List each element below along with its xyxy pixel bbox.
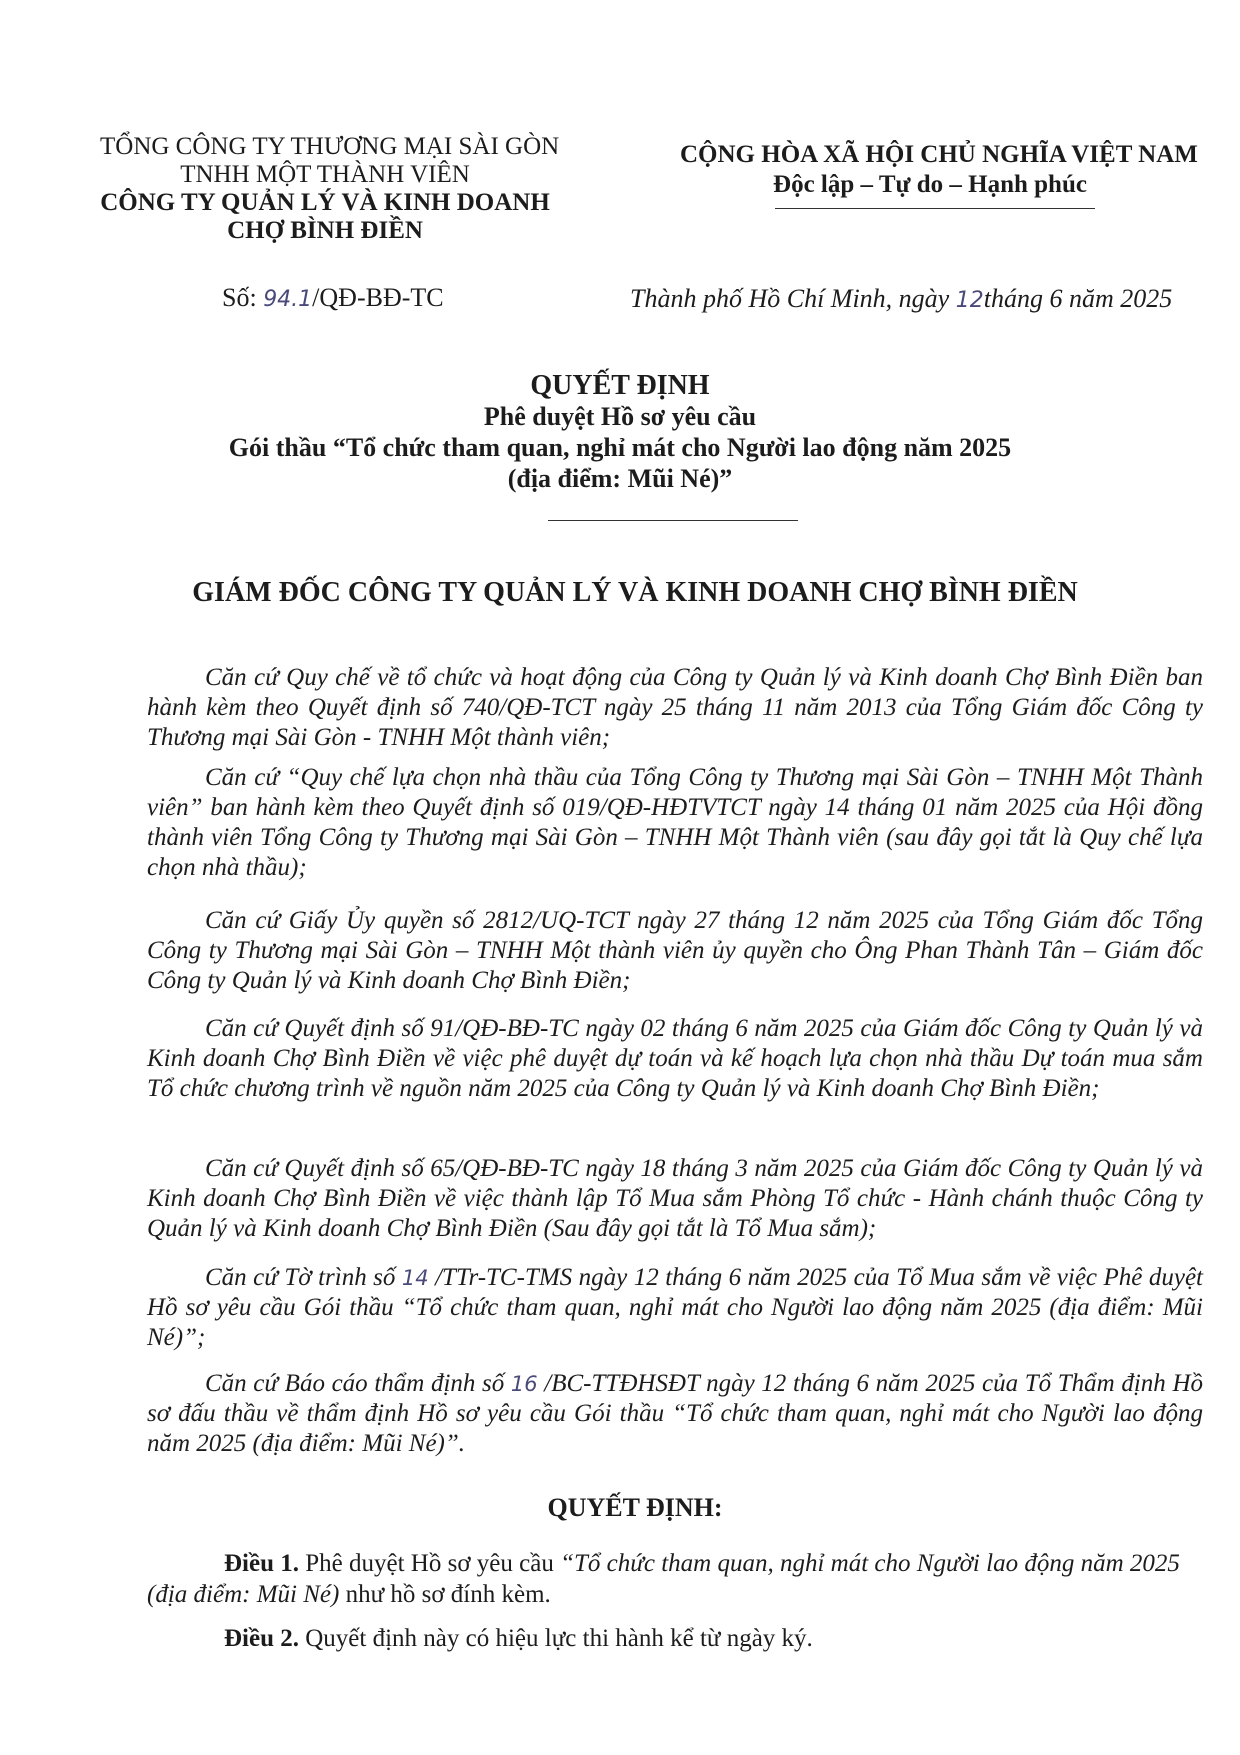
article-1-text: Phê duyệt Hồ sơ yêu cầu xyxy=(299,1550,561,1577)
title-line-2: Phê duyệt Hồ sơ yêu cầu xyxy=(483,402,757,431)
article-1-label: Điều 1. xyxy=(224,1550,299,1577)
nation-motto: Độc lập – Tự do – Hạnh phúc xyxy=(773,171,1087,198)
preamble-6-suffix: /TTr-TC-TMS ngày 12 tháng 6 năm 2025 của Tổ Mua sắm về việc Phê duyệt Hồ sơ yêu cầu Gói thầu “Tổ chức tham quan, nghỉ mát cho Người lao động năm 2025 (địa điểm: Mũi Né)”; xyxy=(147,1264,1203,1351)
article-1 xyxy=(147,1548,1203,1610)
article-2 xyxy=(147,1623,1203,1654)
preamble-paragraph-2 xyxy=(147,763,1203,883)
preamble-paragraph-4 xyxy=(147,1014,1203,1104)
preamble-text-2: Căn cứ “Quy chế lựa chọn nhà thầu của Tổng Công ty Thương mại Sài Gòn – TNHH Một Thành viên” ban hành kèm theo Quyết định số 019/QĐ-HĐTVTCT ngày 14 tháng 01 năm 2025 của Hội đồng thành viên Tổng Công ty Thương mại Sài Gòn – TNHH Một Thành viên (sau đây gọi tắt là Quy chế lựa chọn nhà thầu); xyxy=(147,764,1203,881)
preamble-paragraph-3 xyxy=(147,906,1203,996)
company-name-line-2: CHỢ BÌNH ĐIỀN xyxy=(227,217,423,244)
preamble-6-prefix: Căn cứ Tờ trình số xyxy=(205,1264,402,1291)
date-prefix: Thành phố Hồ Chí Minh, ngày xyxy=(630,284,956,313)
parent-org-line-2: TNHH MỘT THÀNH VIÊN xyxy=(180,161,470,188)
decision-heading: QUYẾT ĐỊNH: xyxy=(547,1493,723,1522)
article-2-text: Quyết định này có hiệu lực thi hành kể từ ngày ký. xyxy=(299,1625,813,1652)
document-number xyxy=(222,283,444,313)
preamble-text-3: Căn cứ Giấy Ủy quyền số 2812/UQ-TCT ngày 27 tháng 12 năm 2025 của Tổng Giám đốc Tổng Công ty Thương mại Sài Gòn – TNHH Một thành viên ủy quyền cho Ông Phan Thành Tân – Giám đốc Công ty Quản lý và Kinh doanh Chợ Bình Điền; xyxy=(147,907,1203,994)
number-handwritten: 94.1 xyxy=(263,287,313,312)
preamble-paragraph-5 xyxy=(147,1154,1203,1244)
motto-underline xyxy=(775,208,1095,209)
title-underline xyxy=(548,520,798,521)
article-1-end: như hồ sơ đính kèm. xyxy=(339,1581,551,1608)
article-2-label: Điều 2. xyxy=(224,1625,299,1652)
preamble-paragraph-1 xyxy=(147,663,1203,753)
preamble-6-handwritten-number: 14 xyxy=(401,1266,429,1290)
decision-title xyxy=(130,370,1110,494)
preamble-text-4: Căn cứ Quyết định số 91/QĐ-BĐ-TC ngày 02 tháng 6 năm 2025 của Giám đốc Công ty Quản lý và Kinh doanh Chợ Bình Điền về việc phê duyệt dự toán và kế hoạch lựa chọn nhà thầu Dự toán mua sắm Tổ chức chương trình về nguồn năm 2025 của Công ty Quản lý và Kinh doanh Chợ Bình Điền; xyxy=(147,1015,1203,1102)
preamble-7-handwritten-number: 16 xyxy=(510,1372,538,1396)
preamble-paragraph-6 xyxy=(147,1263,1203,1353)
director-heading: GIÁM ĐỐC CÔNG TY QUẢN LÝ VÀ KINH DOANH CHỢ BÌNH ĐIỀN xyxy=(192,577,1078,608)
date-suffix: tháng 6 năm 2025 xyxy=(983,284,1173,313)
date-day-handwritten: 12 xyxy=(955,288,984,313)
title-line-3: Gói thầu “Tổ chức tham quan, nghỉ mát cho Người lao động năm 2025 xyxy=(228,433,1012,462)
company-name-line-1: CÔNG TY QUẢN LÝ VÀ KINH DOANH xyxy=(100,189,550,216)
preamble-7-suffix: /BC-TTĐHSĐT ngày 12 tháng 6 năm 2025 của Tổ Thẩm định Hồ sơ đấu thầu về thẩm định Hồ sơ yêu cầu Gói thầu “Tổ chức tham quan, nghỉ mát cho Người lao động năm 2025 (địa điểm: Mũi Né)”. xyxy=(147,1370,1203,1457)
preamble-paragraph-7 xyxy=(147,1369,1203,1459)
preamble-7-prefix: Căn cứ Báo cáo thẩm định số xyxy=(205,1370,511,1397)
national-header xyxy=(680,140,1198,200)
article-1-italic: “Tổ chức tham quan, nghỉ mát cho Người lao động năm 2025 (địa điểm: Mũi Né) xyxy=(147,1550,1180,1608)
title-line-1: QUYẾT ĐỊNH xyxy=(530,370,710,401)
number-prefix: Số: xyxy=(222,283,264,312)
parent-org-line-1: TỔNG CÔNG TY THƯƠNG MẠI SÀI GÒN xyxy=(100,133,560,160)
preamble-text-1: Căn cứ Quy chế về tổ chức và hoạt động của Công ty Quản lý và Kinh doanh Chợ Bình Điền ban hành kèm theo Quyết định số 740/QĐ-TCT ngày 25 tháng 11 năm 2013 của Tổng Giám đốc Công ty Thương mại Sài Gòn - TNHH Một thành viên; xyxy=(147,664,1203,751)
preamble-text-5: Căn cứ Quyết định số 65/QĐ-BĐ-TC ngày 18 tháng 3 năm 2025 của Giám đốc Công ty Quản lý và Kinh doanh Chợ Bình Điền về việc thành lập Tổ Mua sắm Phòng Tổ chức - Hành chánh thuộc Công ty Quản lý và Kinh doanh Chợ Bình Điền (Sau đây gọi tắt là Tổ Mua sắm); xyxy=(147,1155,1203,1242)
nation-title: CỘNG HÒA XÃ HỘI CHỦ NGHĨA VIỆT NAM xyxy=(680,141,1198,168)
title-line-4: (địa điểm: Mũi Né)” xyxy=(507,464,733,493)
issuing-organization xyxy=(100,133,560,245)
document-date xyxy=(630,284,1172,314)
number-suffix: /QĐ-BĐ-TC xyxy=(312,283,444,312)
